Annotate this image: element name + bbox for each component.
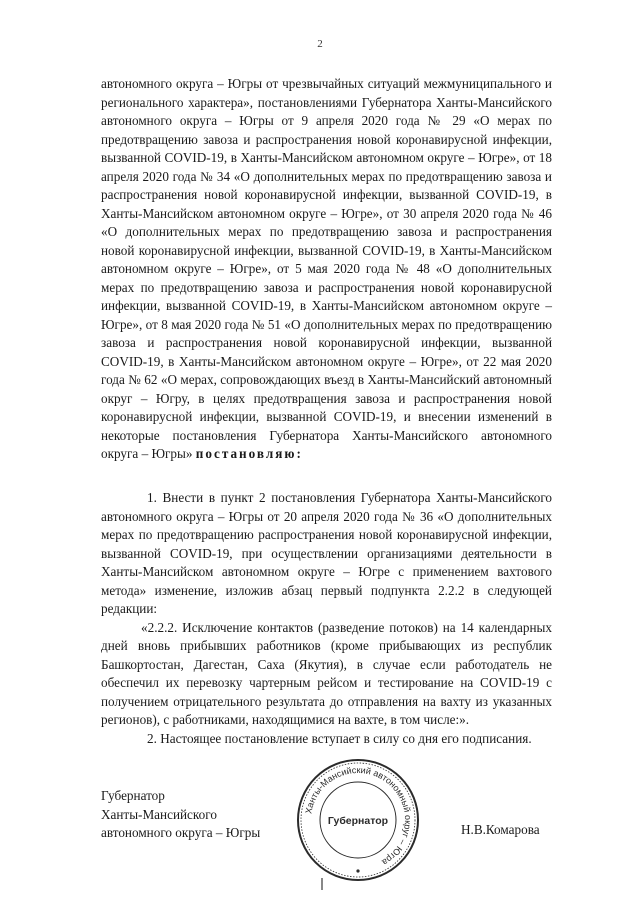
preamble-paragraph — [101, 75, 552, 464]
clause-quote: «2.2.2. Исключение контактов (разведение потоков) на 14 календарных дней вновь прибывших работников (кроме прибывающих из республик Башкортостан, Дагестан, Саха (Якутия), в случае если работодатель не обеспечил их перевозку чартерным рейсом и тестирование на COVID-19 с получением отрицательного результата до отправления на вахту из указанных регионов), с работниками, находящимися на вахте, в том числе:». — [101, 619, 552, 727]
preamble-section — [101, 75, 552, 464]
signer-title-line-2: Ханты-Мансийского — [101, 806, 217, 822]
governor-seal-stamp — [293, 755, 423, 885]
clauses-section — [101, 489, 552, 748]
signature-block — [101, 787, 260, 843]
decree-word: постановляю: — [195, 446, 303, 461]
clause-1: 1. Внести в пункт 2 постановления Губернатора Ханты-Мансийского автономного округа – Югры от 20 апреля 2020 года № 36 «О дополнительных мерах по предотвращению распространения новой коронавирусной инфекции, вызванной COVID-19, при осуществлении организациями деятельности в Ханты-Мансийском автономном округе – Югре с применением вахтового метода» изменение, изложив абзац первый подпункта 2.2.2 в следующей редакции: — [101, 490, 552, 616]
signer-title-line-3: автономного округа – Югры — [101, 825, 261, 840]
seal-ring-textpath: Ханты-Мансийский автономный округ – Югра — [303, 764, 414, 868]
signer-title-line-1: Губернатор — [101, 788, 165, 803]
seal-dot-icon — [356, 869, 359, 872]
page-number: 2 — [317, 38, 323, 50]
seal-center-text: Губернатор — [327, 815, 389, 827]
footer-mark — [321, 878, 323, 890]
clause-2: 2. Настоящее постановление вступает в силу со дня его подписания. — [147, 730, 532, 746]
preamble-text: автономного округа – Югры от чрезвычайных ситуаций межмуниципального и регионального характера», постановлениями Губернатора Ханты-Мансийского автономного округа – Югры от 9 апреля 2020 года № 29 «О мерах по предотвращению завоза и распространения новой коронавирусной инфекции, вызванной COVID-19, в Ханты-Мансийском автономном округе – Югре», от 18 апреля 2020 года № 34 «О дополнительных мерах по предотвращению завоза и распространения новой коронавирусной инфекции, вызванной COVID-19, в Ханты-Мансийском автономном округе – Югре», от 30 апреля 2020 года № 46 «О дополнительных мерах по предотвращению завоза и распространения новой коронавирусной инфекции, вызванной COVID-19, в Ханты-Мансийском автономном округе – Югре», от 5 мая 2020 года № 48 «О дополнительных мерах по предотвращению завоза и распространения новой коронавирусной инфекции, вызванной COVID-19, в Ханты-Мансийском автономном округе – Югре», от 8 мая 2020 года № 51 «О дополнительных мерах по предотвращению завоза и распространения новой коронавирусной инфекции, вызванной COVID-19, в Ханты-Мансийском автономном округе – Югре», от 22 мая 2020 года № 62 «О мерах, сопровождающих въезд в Ханты-Мансийский автономный округ – Югру, в целях предотвращения завоза и распространения новой коронавирусной инфекции, вызванной COVID-19, и внесении изменений в некоторые постановления Губернатора Ханты-Мансийского автономного округа – Югры» — [101, 76, 552, 461]
signer-name: Н.В.Комарова — [461, 822, 540, 837]
